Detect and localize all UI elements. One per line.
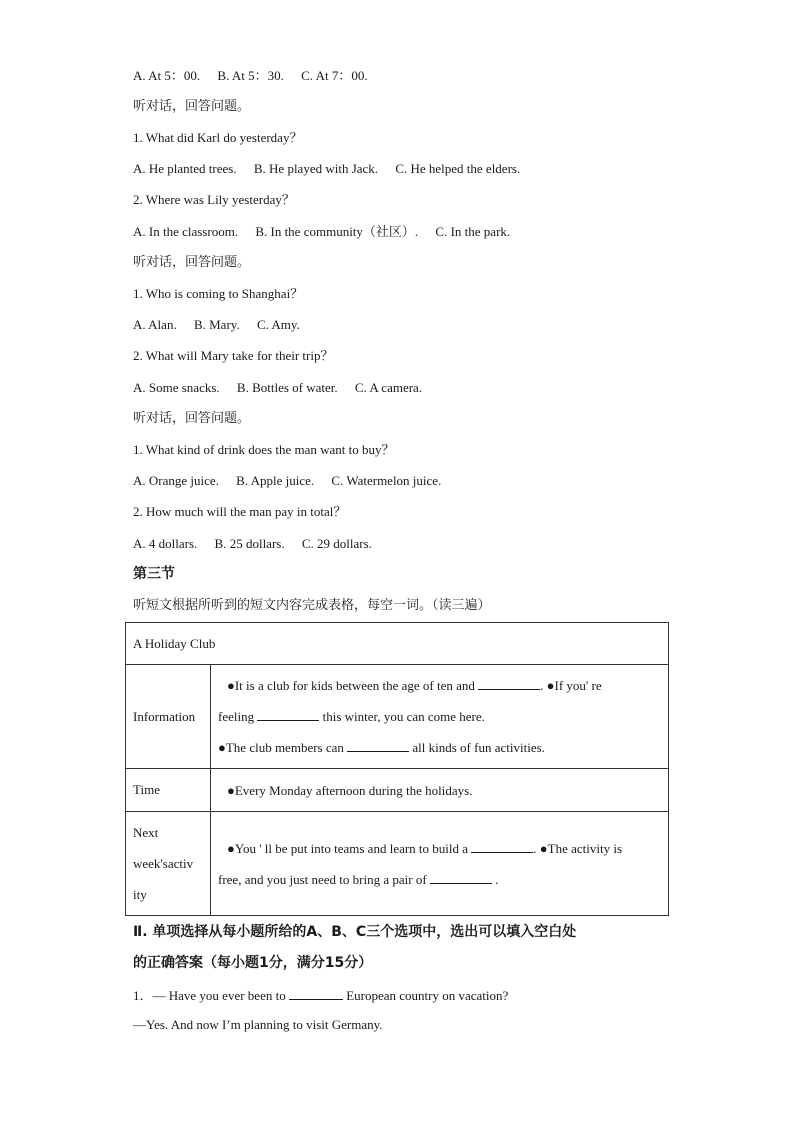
dialog3-instruction: 听对话，回答问题。 xyxy=(133,411,251,426)
q1-text-a: 1．— Have you ever been to xyxy=(133,988,286,1003)
next-label-line-2: week'sactiv xyxy=(133,856,194,871)
option-b: B. He played with Jack. xyxy=(253,161,379,176)
dialog2-question-2: 2. What will Mary take for their trip？ xyxy=(133,348,334,363)
next-label-line-1: Next xyxy=(133,825,159,840)
q1-text-b: European country on vacation? xyxy=(346,988,509,1003)
option-b: B. 25 dollars. xyxy=(214,536,285,551)
answer-blank[interactable] xyxy=(289,987,343,1000)
dialog1-q1-options xyxy=(133,161,520,177)
dialog2-instruction: 听对话，回答问题。 xyxy=(133,255,251,270)
option-a: A. At 5：00. xyxy=(133,68,201,83)
table-row-next-week xyxy=(126,812,669,916)
next-label-line-3: ity xyxy=(133,887,147,902)
next-text-1a: ●You ' ll be put into teams and learn to build a xyxy=(227,840,469,856)
dialog2-question-1: 1. Who is coming to Shanghai？ xyxy=(133,286,304,301)
info-text-3a: ●The club members can xyxy=(218,740,344,755)
dialog1-instruction: 听对话，回答问题。 xyxy=(133,99,251,114)
information-line-2 xyxy=(218,701,661,732)
next-text-2a: free, and you just need to bring a pair of xyxy=(218,871,427,887)
section3-heading: 第三节 xyxy=(133,566,175,582)
part2-heading-line-2: 的正确答案（每小题1分，满分15分） xyxy=(133,955,373,971)
option-a: A. Some snacks. xyxy=(133,380,220,395)
option-a: A. 4 dollars. xyxy=(133,536,198,551)
answer-blank[interactable] xyxy=(347,739,409,752)
option-a: A. Orange juice. xyxy=(133,473,219,488)
option-a: A. He planted trees. xyxy=(133,161,237,176)
option-c: C. Amy. xyxy=(256,317,300,332)
table-row-title xyxy=(126,623,669,665)
table-row-information xyxy=(126,665,669,769)
next-week-cell xyxy=(211,812,669,916)
section3-instruction: 听短文根据所听到的短文内容完成表格，每空一词。（读三遍） xyxy=(133,598,491,613)
table-row-time xyxy=(126,769,669,812)
dialog2-q1-options xyxy=(133,317,300,333)
option-c: C. He helped the elders. xyxy=(395,161,521,176)
holiday-club-table xyxy=(125,622,669,916)
option-b: B. Apple juice. xyxy=(236,473,315,488)
dialog3-question-1: 1. What kind of drink does the man want to buy？ xyxy=(133,442,395,457)
dialog1-question-2: 2. Where was Lily yesterday？ xyxy=(133,192,295,207)
next-week-line-1 xyxy=(218,833,661,864)
option-b: B. In the community（社区）. xyxy=(255,224,419,239)
option-c: C. In the park. xyxy=(435,224,511,239)
part2-heading-line-1: Ⅱ. 单项选择从每小题所给的A、B、C三个选项中，选出可以填入空白处 xyxy=(133,924,577,940)
dialog1-question-1: 1. What did Karl do yesterday？ xyxy=(133,130,303,145)
option-b: B. Mary. xyxy=(193,317,240,332)
info-text-1b: . ●If you' re xyxy=(540,678,602,693)
next-text-1b: . ●The activity is xyxy=(533,840,623,856)
option-c: C. Watermelon juice. xyxy=(331,473,442,488)
option-c: C. 29 dollars. xyxy=(301,536,372,551)
info-text-1a: ●It is a club for kids between the age of ten and xyxy=(227,678,475,693)
part2-question-1 xyxy=(133,987,508,1004)
dialog3-q2-options xyxy=(133,536,372,552)
info-text-2a: feeling xyxy=(218,709,255,724)
option-c: C. A camera. xyxy=(354,380,423,395)
option-b: B. At 5：30. xyxy=(217,68,284,83)
next-week-label xyxy=(126,812,211,916)
information-label: Information xyxy=(126,665,211,769)
information-line-1 xyxy=(218,670,661,701)
part2-question-1-reply: —Yes. And now I’m planning to visit Germany. xyxy=(133,1017,383,1032)
next-text-2b: . xyxy=(495,871,499,887)
time-text: ●Every Monday afternoon during the holidays. xyxy=(227,782,473,798)
option-a: A. Alan. xyxy=(133,317,177,332)
next-week-line-2 xyxy=(218,864,661,895)
time-cell xyxy=(211,769,669,812)
prev-question-options xyxy=(133,68,368,84)
option-c: C. At 7：00. xyxy=(301,68,368,83)
information-cell xyxy=(211,665,669,769)
dialog1-q2-options xyxy=(133,224,510,240)
option-a: A. In the classroom. xyxy=(133,224,239,239)
info-text-3b: all kinds of fun activities. xyxy=(412,740,545,755)
time-label: Time xyxy=(126,769,211,812)
dialog2-q2-options xyxy=(133,380,422,396)
information-line-3 xyxy=(218,732,661,763)
table-title: A Holiday Club xyxy=(126,623,669,665)
dialog3-q1-options xyxy=(133,473,441,489)
answer-blank[interactable] xyxy=(257,708,319,721)
answer-blank[interactable] xyxy=(471,840,533,853)
info-text-2b: this winter, you can come here. xyxy=(322,709,485,724)
dialog3-question-2: 2. How much will the man pay in total？ xyxy=(133,504,347,519)
answer-blank[interactable] xyxy=(430,871,492,884)
option-b: B. Bottles of water. xyxy=(236,380,338,395)
answer-blank[interactable] xyxy=(478,677,540,690)
